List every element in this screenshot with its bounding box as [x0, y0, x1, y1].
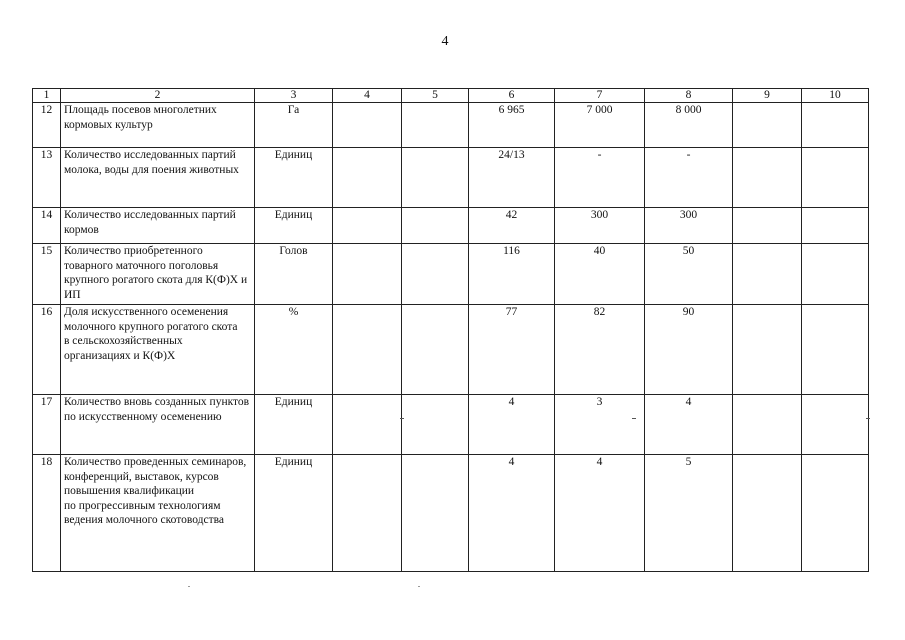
value-cell-col10: [802, 148, 869, 208]
indicator-name: Площадь посевов многолетних кормовых культур: [61, 103, 255, 148]
value-cell-col5: [402, 305, 469, 395]
value-cell-col8: 4: [645, 395, 733, 455]
value-cell-col5: [402, 148, 469, 208]
row-number: 17: [33, 395, 61, 455]
value-cell-col10: [802, 244, 869, 305]
table-row: [33, 148, 869, 208]
column-header: 2: [61, 89, 255, 103]
page-number: 4: [441, 34, 449, 49]
value-cell-col9: [733, 395, 802, 455]
scan-dot: [418, 586, 420, 587]
value-cell-col8: 50: [645, 244, 733, 305]
indicator-name-line: в сельскохозяйственных организациях и К(Ф)Х: [64, 335, 183, 362]
value-cell-col10: [802, 208, 869, 244]
value-cell-col5: [402, 244, 469, 305]
value-cell-col10: [802, 455, 869, 572]
value-cell-col9: [733, 208, 802, 244]
value-cell-col4: [333, 455, 402, 572]
table-row: [33, 455, 869, 572]
indicator-name: [61, 455, 255, 572]
column-header: 7: [555, 89, 645, 103]
unit-cell: Единиц: [255, 455, 333, 572]
indicator-name: Количество приобретенного товарного маточного поголовья крупного рогатого скота для К(Ф)Х и ИП: [61, 244, 255, 305]
indicator-name-line: по прогрессивным технологиям ведения молочного скотоводства: [64, 499, 225, 527]
table-row: [33, 244, 869, 305]
column-header: 9: [733, 89, 802, 103]
column-header: 6: [469, 89, 555, 103]
value-cell-col7: 3: [555, 395, 645, 455]
column-header: 3: [255, 89, 333, 103]
value-cell-col6: 77: [469, 305, 555, 395]
unit-cell: Единиц: [255, 208, 333, 244]
value-cell-col10: [802, 395, 869, 455]
value-cell-col9: [733, 103, 802, 148]
indicator-name-line: Доля искусственного осеменения молочного крупного рогатого скота: [64, 306, 238, 333]
table-row: [33, 208, 869, 244]
column-header: 4: [333, 89, 402, 103]
value-cell-col9: [733, 148, 802, 208]
value-cell-col8: 8 000: [645, 103, 733, 148]
table-row: [33, 395, 869, 455]
value-cell-col4: [333, 395, 402, 455]
value-cell-col5: [402, 395, 469, 455]
value-cell-col9: [733, 305, 802, 395]
row-number: 16: [33, 305, 61, 395]
column-header: 5: [402, 89, 469, 103]
row-number: 14: [33, 208, 61, 244]
indicator-name: Количество вновь созданных пунктов по искусственному осеменению: [61, 395, 255, 455]
stray-mark: [632, 418, 636, 419]
value-cell-col8: 300: [645, 208, 733, 244]
indicator-name-line: Количество проведенных семинаров, конференций, выставок, курсов повышения квалификации: [64, 456, 247, 498]
value-cell-col4: [333, 305, 402, 395]
value-cell-col8: 5: [645, 455, 733, 572]
unit-cell: Единиц: [255, 395, 333, 455]
value-cell-col7: 300: [555, 208, 645, 244]
stray-mark: [866, 418, 870, 419]
column-header: 10: [802, 89, 869, 103]
row-number: 12: [33, 103, 61, 148]
value-cell-col7: -: [555, 148, 645, 208]
value-cell-col6: 24/13: [469, 148, 555, 208]
value-cell-col6: 42: [469, 208, 555, 244]
value-cell-col9: [733, 455, 802, 572]
indicators-table: [32, 88, 869, 572]
value-cell-col10: [802, 305, 869, 395]
value-cell-col7: 7 000: [555, 103, 645, 148]
row-number: 15: [33, 244, 61, 305]
value-cell-col6: 4: [469, 455, 555, 572]
value-cell-col5: [402, 103, 469, 148]
value-cell-col8: -: [645, 148, 733, 208]
indicator-name: [61, 305, 255, 395]
unit-cell: Га: [255, 103, 333, 148]
column-header: 1: [33, 89, 61, 103]
table-row: [33, 305, 869, 395]
unit-cell: Голов: [255, 244, 333, 305]
value-cell-col4: [333, 148, 402, 208]
value-cell-col5: [402, 455, 469, 572]
scan-dot: [188, 586, 190, 587]
column-header: 8: [645, 89, 733, 103]
value-cell-col7: 82: [555, 305, 645, 395]
unit-cell: Единиц: [255, 148, 333, 208]
value-cell-col6: 116: [469, 244, 555, 305]
indicator-name: Количество исследованных партий молока, воды для поения животных: [61, 148, 255, 208]
indicator-name: Количество исследованных партий кормов: [61, 208, 255, 244]
column-number-row: [33, 89, 869, 103]
value-cell-col6: 6 965: [469, 103, 555, 148]
value-cell-col8: 90: [645, 305, 733, 395]
value-cell-col5: [402, 208, 469, 244]
row-number: 13: [33, 148, 61, 208]
value-cell-col7: 4: [555, 455, 645, 572]
value-cell-col7: 40: [555, 244, 645, 305]
value-cell-col4: [333, 208, 402, 244]
value-cell-col9: [733, 244, 802, 305]
value-cell-col4: [333, 244, 402, 305]
value-cell-col10: [802, 103, 869, 148]
stray-mark: [400, 418, 404, 419]
value-cell-col4: [333, 103, 402, 148]
row-number: 18: [33, 455, 61, 572]
value-cell-col6: 4: [469, 395, 555, 455]
table-row: [33, 103, 869, 148]
unit-cell: %: [255, 305, 333, 395]
